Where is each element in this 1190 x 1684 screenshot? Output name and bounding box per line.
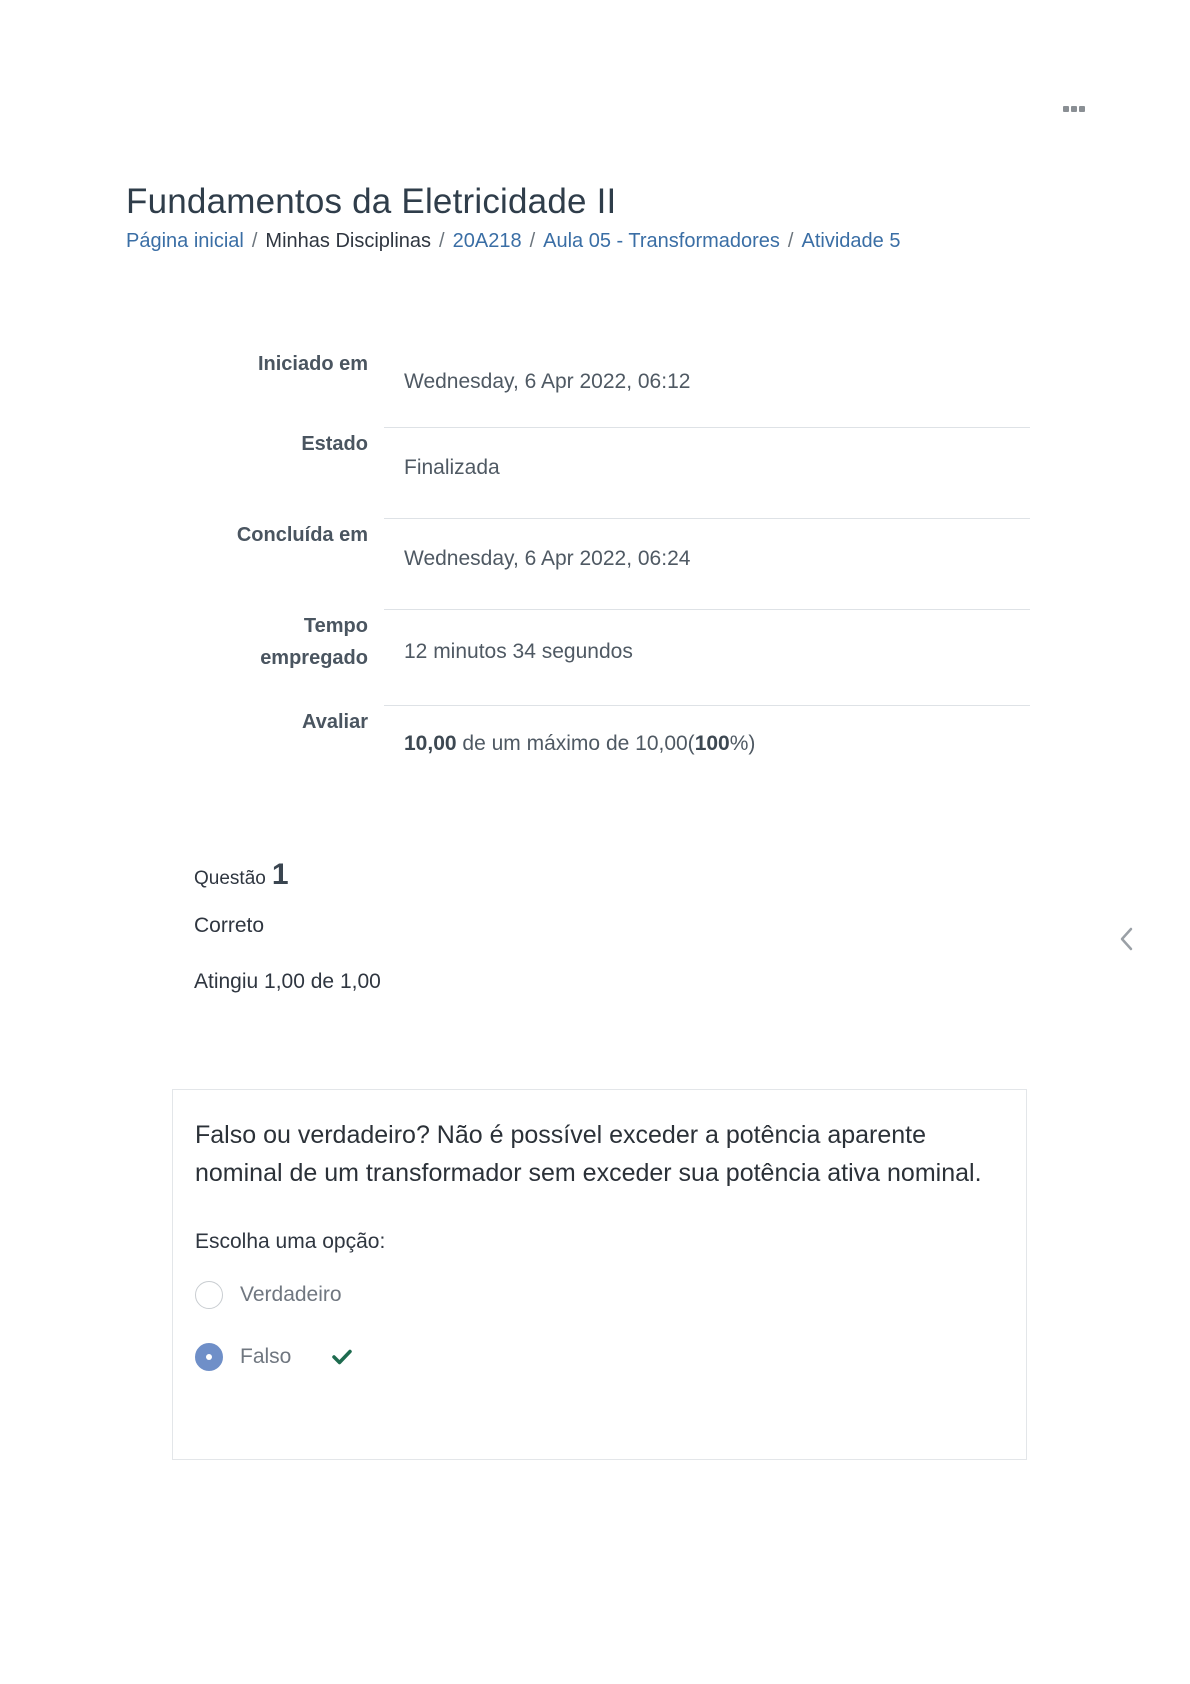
breadcrumb-separator: /: [251, 230, 258, 252]
started-value: Wednesday, 6 Apr 2022, 06:12: [384, 342, 1030, 428]
question-title: [194, 858, 381, 892]
time-value: 12 minutos 34 segundos: [384, 610, 1030, 706]
breadcrumb-lesson-link[interactable]: Aula 05 - Transformadores: [543, 230, 780, 252]
breadcrumb-separator: /: [787, 230, 794, 252]
question-card: [172, 1089, 1027, 1460]
chevron-left-icon[interactable]: [1116, 924, 1138, 954]
option-falso[interactable]: [195, 1340, 1004, 1374]
option-label: Verdadeiro: [240, 1283, 342, 1306]
summary-row-state: [170, 428, 1030, 519]
summary-row-started: [170, 342, 1030, 428]
breadcrumb-course-link[interactable]: 20A218: [452, 230, 522, 252]
summary-row-time: [170, 610, 1030, 706]
state-label: Estado: [301, 433, 368, 455]
checkmark-icon: [331, 1348, 353, 1366]
question-grade: Atingiu 1,00 de 1,00: [194, 970, 381, 993]
breadcrumb-separator: /: [439, 230, 445, 252]
question-number: 1: [271, 858, 289, 891]
ellipsis-icon: [1063, 106, 1069, 112]
summary-row-completed: [170, 519, 1030, 610]
grade-value: 10,00 de um máximo de 10,00(100%): [404, 732, 756, 755]
completed-value: Wednesday, 6 Apr 2022, 06:24: [384, 519, 1030, 610]
time-label: Tempo empregado: [260, 615, 368, 669]
more-options-button[interactable]: [1063, 103, 1087, 115]
started-label: Iniciado em: [257, 353, 368, 375]
question-label: Questão: [194, 868, 266, 889]
breadcrumb-separator: /: [529, 230, 536, 252]
completed-label: Concluída em: [236, 524, 368, 546]
option-label: Falso: [240, 1345, 292, 1368]
breadcrumb-my-courses: Minhas Disciplinas: [265, 230, 432, 252]
question-text: Falso ou verdadeiro? Não é possível exceder a potência aparente nominal de um transformador sem exceder sua potência ativa nominal.: [195, 1121, 982, 1187]
summary-row-grade: [170, 706, 1030, 786]
radio-button-selected[interactable]: [195, 1343, 223, 1371]
grade-percent: 100: [694, 732, 730, 755]
question-prompt: Escolha uma opção:: [195, 1230, 386, 1253]
breadcrumb: [126, 230, 900, 253]
question-state: Correto: [194, 914, 265, 937]
breadcrumb-home-link[interactable]: Página inicial: [126, 230, 244, 252]
breadcrumb-activity-link[interactable]: Atividade 5: [801, 230, 901, 252]
page-title: Fundamentos da Eletricidade II: [126, 182, 617, 221]
grade-score: 10,00: [404, 732, 457, 755]
state-value: Finalizada: [384, 428, 1030, 519]
radio-button[interactable]: [195, 1281, 223, 1309]
grade-label: Avaliar: [302, 711, 368, 733]
option-verdadeiro[interactable]: [195, 1278, 1004, 1312]
attempt-summary-table: [170, 342, 1030, 786]
question-info: [194, 858, 381, 994]
